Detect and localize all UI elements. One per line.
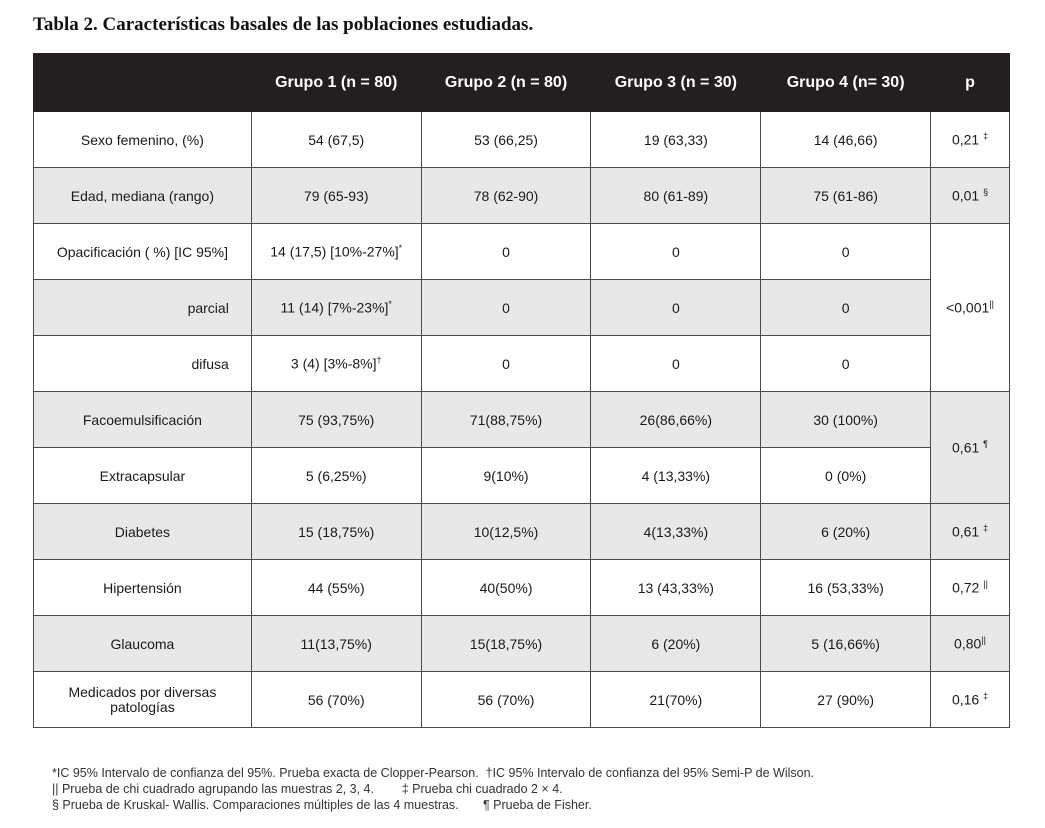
footnotes: [52, 765, 814, 813]
p-value: 0,16: [951, 691, 980, 708]
header-row: [34, 54, 1010, 112]
cell-g1: [251, 280, 421, 336]
row-label: Extracapsular: [34, 448, 252, 504]
p-value: 0,72: [952, 579, 980, 596]
row-label: Edad, mediana (rango): [34, 168, 252, 224]
cell-g1: 5 (6,25%): [251, 448, 421, 504]
row-label: Glaucoma: [34, 616, 252, 672]
cell-p: [931, 616, 1010, 672]
header-empty: [34, 54, 252, 112]
footnote: § Prueba de Kruskal- Wallis. Comparaciones múltiples de las 4 muestras. ¶ Prueba de Fisher.: [52, 798, 592, 812]
cell-g3: 0: [591, 280, 761, 336]
cell-g3: 0: [591, 224, 761, 280]
cell-value: 3 (4) [3%-8%]: [290, 355, 377, 372]
row-label: parcial: [34, 280, 252, 336]
p-mark: ‡: [983, 131, 989, 142]
baseline-characteristics-table: [33, 53, 1010, 728]
cell-g1: 54 (67,5): [251, 112, 421, 168]
p-mark: ¶: [983, 439, 988, 450]
cell-g2: 15(18,75%): [421, 616, 591, 672]
cell-g4: 0: [761, 224, 931, 280]
row-label: Hipertensión: [34, 560, 252, 616]
cell-p: [931, 504, 1010, 560]
table-row-extracapsular: [34, 448, 1010, 504]
cell-g3: 13 (43,33%): [591, 560, 761, 616]
cell-g3: 19 (63,33): [591, 112, 761, 168]
table-row-medicados: [34, 672, 1010, 728]
header-p: p: [931, 54, 1010, 112]
row-label-line-1: Medicados por diversas: [68, 683, 217, 700]
p-value: 0,01: [951, 187, 980, 204]
p-value: 0,21: [951, 131, 980, 148]
cell-g2: 10(12,5%): [421, 504, 591, 560]
cell-p: [931, 560, 1010, 616]
p-mark: ||: [981, 635, 986, 646]
cell-g2: 0: [421, 224, 591, 280]
table-row-hipertension: [34, 560, 1010, 616]
cell-p-cirugia: [931, 392, 1010, 504]
table-title: Tabla 2. Características basales de las poblaciones estudiadas.: [33, 14, 534, 35]
cell-g4: 6 (20%): [761, 504, 931, 560]
cell-g4: 75 (61-86): [761, 168, 931, 224]
row-label: Sexo femenino, (%): [34, 112, 252, 168]
cell-g1: 75 (93,75%): [251, 392, 421, 448]
row-label: difusa: [34, 336, 252, 392]
cell-g3: 6 (20%): [591, 616, 761, 672]
cell-g2: 78 (62-90): [421, 168, 591, 224]
p-value: <0,001: [946, 299, 990, 316]
header-grupo-2: Grupo 2 (n = 80): [421, 54, 591, 112]
table-row-facoemulsificacion: [34, 392, 1010, 448]
cell-g2: 71(88,75%): [421, 392, 591, 448]
cell-g1: 79 (65-93): [251, 168, 421, 224]
footnote: || Prueba de chi cuadrado agrupando las muestras 2, 3, 4. ‡ Prueba chi cuadrado 2 × 4.: [52, 782, 563, 796]
table-row-diabetes: [34, 504, 1010, 560]
row-label: [34, 672, 252, 728]
p-mark: ||: [989, 299, 994, 310]
cell-g1: [251, 224, 421, 280]
cell-g2: 0: [421, 336, 591, 392]
cell-g1: 11(13,75%): [251, 616, 421, 672]
cell-g2: 40(50%): [421, 560, 591, 616]
cell-g4: 0: [761, 280, 931, 336]
cell-g1: 15 (18,75%): [251, 504, 421, 560]
cell-g1: 44 (55%): [251, 560, 421, 616]
cell-p: [931, 168, 1010, 224]
cell-g4: 27 (90%): [761, 672, 931, 728]
cell-value: 11 (14) [7%-23%]: [280, 299, 389, 316]
table-row-glaucoma: [34, 616, 1010, 672]
cell-g3: 26(86,66%): [591, 392, 761, 448]
row-label-line-2: patologías: [110, 698, 175, 715]
header-grupo-1: Grupo 1 (n = 80): [251, 54, 421, 112]
row-label: Facoemulsificación: [34, 392, 252, 448]
cell-g2: 53 (66,25): [421, 112, 591, 168]
cell-g2: 56 (70%): [421, 672, 591, 728]
cell-g2: 0: [421, 280, 591, 336]
cell-g2: 9(10%): [421, 448, 591, 504]
table-row-edad: [34, 168, 1010, 224]
cell-g1: 56 (70%): [251, 672, 421, 728]
header-grupo-3: Grupo 3 (n = 30): [591, 54, 761, 112]
table-row-difusa: [34, 336, 1010, 392]
cell-g3: 4 (13,33%): [591, 448, 761, 504]
p-mark: ||: [983, 579, 988, 590]
cell-p: [931, 112, 1010, 168]
p-mark: ‡: [983, 691, 989, 702]
cell-g3: 80 (61-89): [591, 168, 761, 224]
p-value: 0,80: [954, 635, 982, 652]
row-label: Opacificación ( %) [IC 95%]: [34, 224, 252, 280]
cell-g4: 16 (53,33%): [761, 560, 931, 616]
cell-g3: 0: [591, 336, 761, 392]
cell-p: [931, 672, 1010, 728]
cell-mark: *: [388, 299, 392, 310]
header-grupo-4: Grupo 4 (n= 30): [761, 54, 931, 112]
cell-g4: 5 (16,66%): [761, 616, 931, 672]
cell-g4: 0 (0%): [761, 448, 931, 504]
cell-g4: 0: [761, 336, 931, 392]
table-row-sexo: [34, 112, 1010, 168]
cell-g3: 4(13,33%): [591, 504, 761, 560]
table-row-parcial: [34, 280, 1010, 336]
p-value: 0,61: [952, 439, 980, 456]
cell-g4: 30 (100%): [761, 392, 931, 448]
p-mark: ‡: [983, 523, 989, 534]
cell-p-opacificacion: [931, 224, 1010, 392]
footnote: *IC 95% Intervalo de confianza del 95%. Prueba exacta de Clopper-Pearson. †IC 95% Intervalo de confianza del 95% Semi-P de Wilson.: [52, 766, 815, 780]
row-label: Diabetes: [34, 504, 252, 560]
p-value: 0,61: [951, 523, 980, 540]
cell-g4: 14 (46,66): [761, 112, 931, 168]
p-mark: §: [983, 187, 989, 198]
cell-mark: †: [376, 355, 382, 366]
cell-g3: 21(70%): [591, 672, 761, 728]
cell-mark: *: [398, 243, 403, 254]
cell-value: 14 (17,5) [10%-27%]: [270, 243, 399, 260]
cell-g1: [251, 336, 421, 392]
table-row-opacificacion: [34, 224, 1010, 280]
